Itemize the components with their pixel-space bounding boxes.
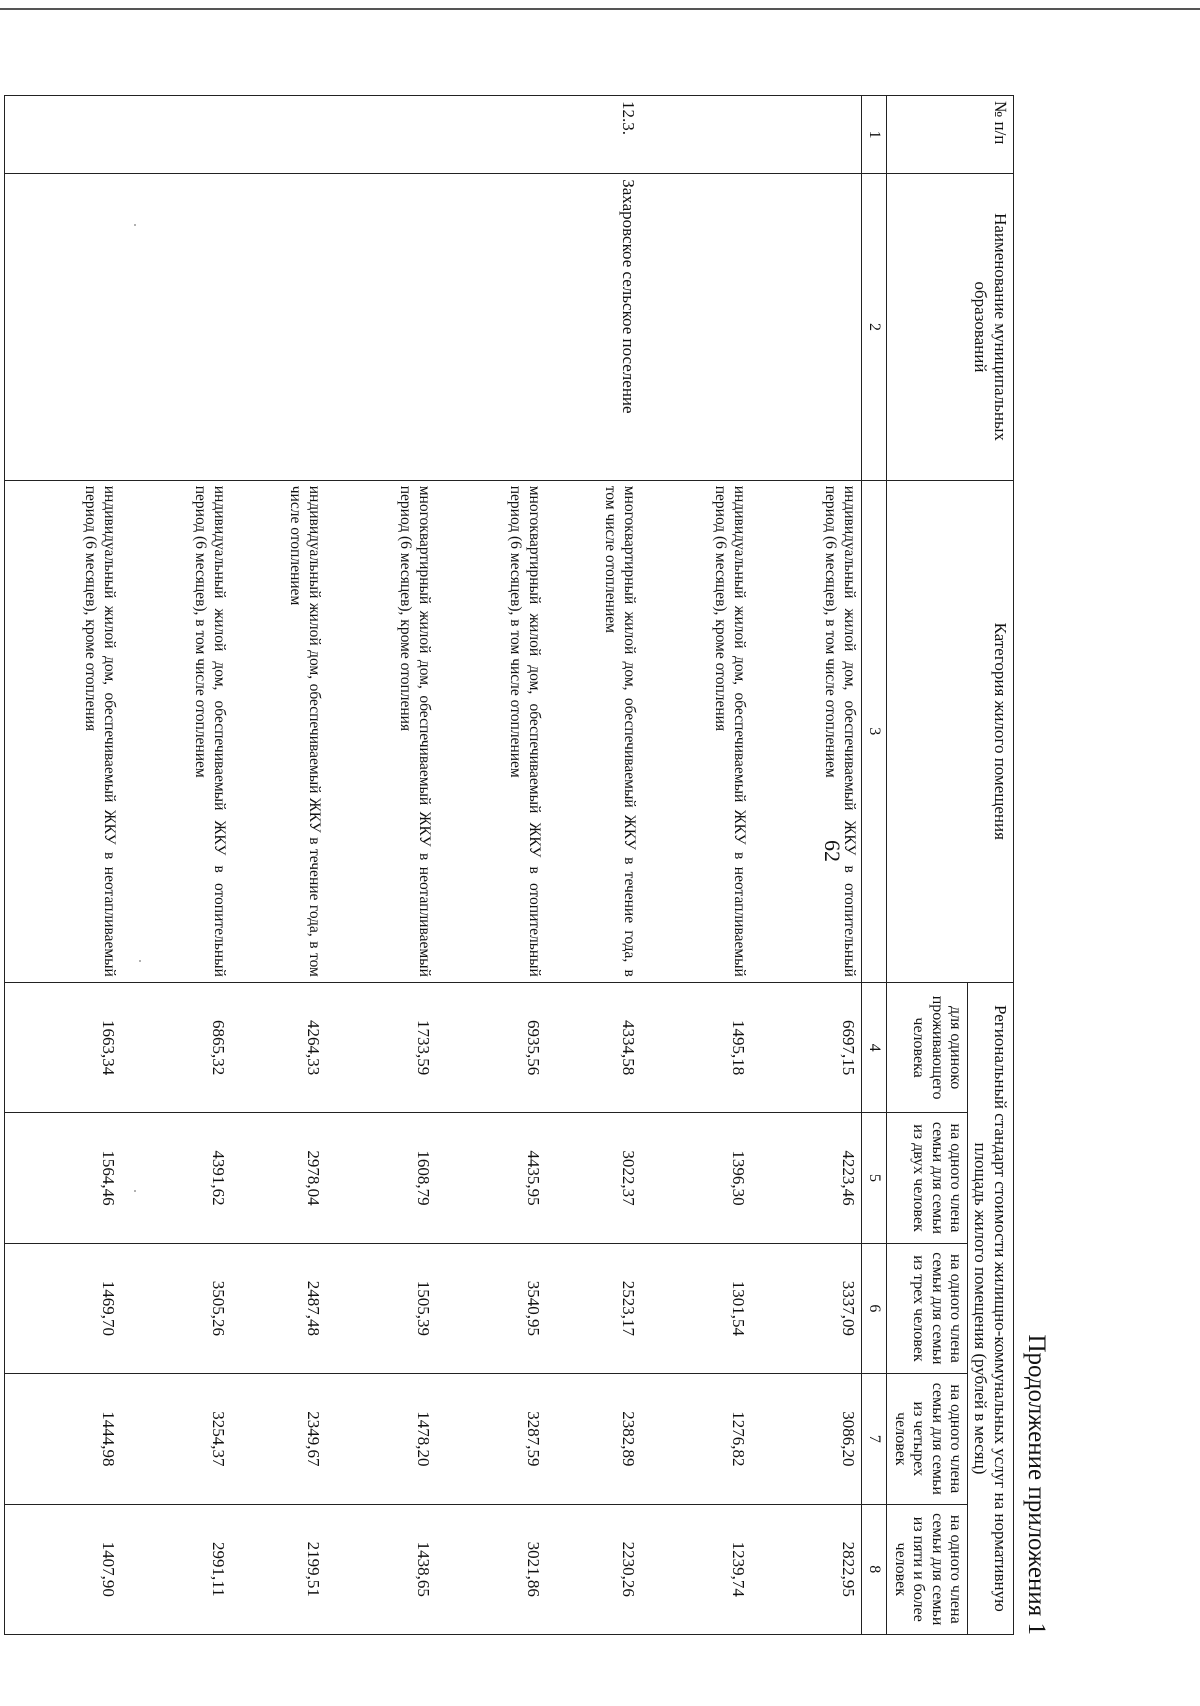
header-index: № п/п	[887, 96, 1014, 174]
row-value-entry: 1396,30	[729, 1150, 749, 1206]
column-number: 8	[862, 1504, 887, 1634]
header-standard-group: Региональный стандарт стоимости жилищно-коммунальных услуг на нормативную площадь жилого помещения (рублей в месяц)	[967, 982, 1013, 1634]
row-category-entry: индивидуальный жилой дом, обеспечиваемый ЖКУ в неотапливаемый период (6 месяцев), кроме отопления	[82, 485, 119, 977]
value-single	[5, 982, 862, 1112]
column-number: 2	[862, 174, 887, 480]
value-family-5plus	[5, 1504, 862, 1634]
column-number: 6	[862, 1243, 887, 1373]
header-single: для одиноко проживающего человека	[887, 982, 968, 1112]
row-index-entry	[748, 101, 858, 168]
value-family-2	[5, 1113, 862, 1243]
row-value-entry: 1276,82	[729, 1411, 749, 1467]
row-value-entry: 3022,37	[619, 1150, 639, 1206]
header-row	[967, 96, 1013, 1635]
row-index-entry	[118, 101, 228, 168]
header-family-3: на одного члена семьи для семьи из трех человек	[887, 1243, 968, 1373]
column-number: 5	[862, 1113, 887, 1243]
row-category-entry: многоквартирный жилой дом, обеспечиваемый ЖКУ в отопительный период (6 месяцев), в том числе отоплением	[507, 485, 544, 977]
row-value-entry: 2991,11	[209, 1541, 229, 1597]
table-body	[5, 96, 862, 1635]
row-category-entry: индивидуальный жилой дом, обеспечиваемый ЖКУ в неотапливаемый период (6 месяцев), кроме отопления	[712, 485, 749, 977]
row-value-entry: 6935,56	[524, 1019, 544, 1076]
row-value-entry: 1239,74	[729, 1541, 749, 1597]
row-municipality-entry: Захаровское сельское поселение	[619, 179, 639, 414]
row-value-entry: 1733,59	[414, 1019, 434, 1076]
column-number: 3	[862, 480, 887, 982]
row-category-entry: индивидуальный жилой дом, обеспечиваемый ЖКУ в течение года, в том числе отоплением	[287, 485, 324, 977]
page-number: 62	[820, 840, 845, 862]
row-index	[5, 96, 862, 174]
row-category-entry: индивидуальный жилой дом, обеспечиваемый ЖКУ в отопительный период (6 месяцев), в том числе отоплением	[192, 485, 229, 977]
row-value-entry: 1407,90	[99, 1541, 119, 1597]
row-value-entry: 1438,65	[414, 1541, 434, 1597]
row-municipality-entry	[118, 179, 228, 474]
row-value-entry: 1495,18	[729, 1019, 749, 1076]
row-municipality-entry	[8, 179, 118, 474]
header-municipality: Наименование муниципальных образований	[887, 174, 1014, 480]
row-value-entry: 6865,32	[209, 1019, 229, 1076]
row-value-entry: 3337,09	[839, 1280, 859, 1337]
row-value-entry: 3086,20	[839, 1411, 859, 1467]
row-index-entry	[433, 101, 543, 168]
row-value-entry: 3540,95	[524, 1280, 544, 1337]
row-index-entry: 12.3.	[619, 101, 639, 135]
row-value-entry: 2822,95	[839, 1541, 859, 1597]
row-municipality-entry	[433, 179, 543, 474]
row-value-entry: 4435,95	[524, 1150, 544, 1206]
row-value-entry: 1564,46	[99, 1150, 119, 1206]
row-value-entry: 2487,48	[304, 1280, 324, 1337]
row-municipality-entry	[638, 179, 748, 474]
row-category-entry: индивидуальный жилой дом, обеспечиваемый ЖКУ в отопительный период (6 месяцев), в том числе отоплением	[822, 485, 859, 977]
rotated-page	[82, 95, 1050, 1635]
row-value-entry: 3254,37	[209, 1411, 229, 1467]
table-row	[5, 96, 862, 1635]
header-family-4: на одного члена семьи для семьи из четырех человек	[887, 1374, 968, 1504]
row-category-entry: многоквартирный жилой дом, обеспечиваемый ЖКУ в неотапливаемый период (6 месяцев), кроме отопления	[397, 485, 434, 977]
row-value-entry: 2382,89	[619, 1411, 639, 1467]
row-value-entry: 2230,26	[619, 1541, 639, 1597]
row-index-entry	[228, 101, 323, 168]
row-value-entry: 3505,26	[209, 1280, 229, 1337]
row-value-entry: 1608,79	[414, 1150, 434, 1206]
row-value-entry: 1444,98	[99, 1411, 119, 1467]
column-number: 7	[862, 1374, 887, 1504]
row-value-entry: 2199,51	[304, 1541, 324, 1597]
row-value-entry: 2349,67	[304, 1411, 324, 1467]
row-value-entry: 2978,04	[304, 1150, 324, 1206]
row-value-entry: 1478,20	[414, 1411, 434, 1467]
value-family-3	[5, 1243, 862, 1373]
value-family-4	[5, 1374, 862, 1504]
header-family-2: на одного члена семьи для семьи из двух человек	[887, 1113, 968, 1243]
row-value-entry: 4223,46	[839, 1150, 859, 1206]
row-municipality-entry	[228, 179, 323, 474]
row-value-entry: 4334,58	[619, 1019, 639, 1076]
row-value-entry: 6697,15	[839, 1019, 859, 1076]
row-index-entry	[323, 101, 433, 168]
row-municipality	[5, 174, 862, 480]
column-number-row	[862, 96, 887, 1635]
row-value-entry: 1505,39	[414, 1280, 434, 1337]
column-number: 4	[862, 982, 887, 1112]
row-value-entry: 2523,17	[619, 1280, 639, 1337]
row-municipality-entry	[323, 179, 433, 474]
column-number: 1	[862, 96, 887, 174]
row-index-entry	[8, 101, 118, 168]
row-value-entry: 1301,54	[729, 1280, 749, 1337]
header-family-5plus: на одного члена семьи для семьи из пяти и более человек	[887, 1504, 968, 1634]
row-value-entry: 4391,62	[209, 1150, 229, 1206]
header-category: Категория жилого помещения	[887, 480, 1014, 982]
row-value-entry: 1469,70	[99, 1280, 119, 1337]
row-value-entry: 4264,33	[304, 1019, 324, 1076]
row-category	[5, 480, 862, 982]
row-value-entry: 1663,34	[99, 1019, 119, 1076]
row-municipality-entry	[748, 179, 858, 474]
row-index-entry	[638, 101, 748, 168]
standards-table	[4, 95, 1014, 1635]
row-value-entry: 3021,86	[524, 1541, 544, 1597]
appendix-title: Продолжение приложения 1	[1023, 1334, 1050, 1635]
row-category-entry: многоквартирный жилой дом, обеспечиваемый ЖКУ в течение года, в том числе отоплением	[602, 485, 639, 977]
row-value-entry: 3287,59	[524, 1411, 544, 1467]
scan-top-edge	[0, 8, 1200, 10]
